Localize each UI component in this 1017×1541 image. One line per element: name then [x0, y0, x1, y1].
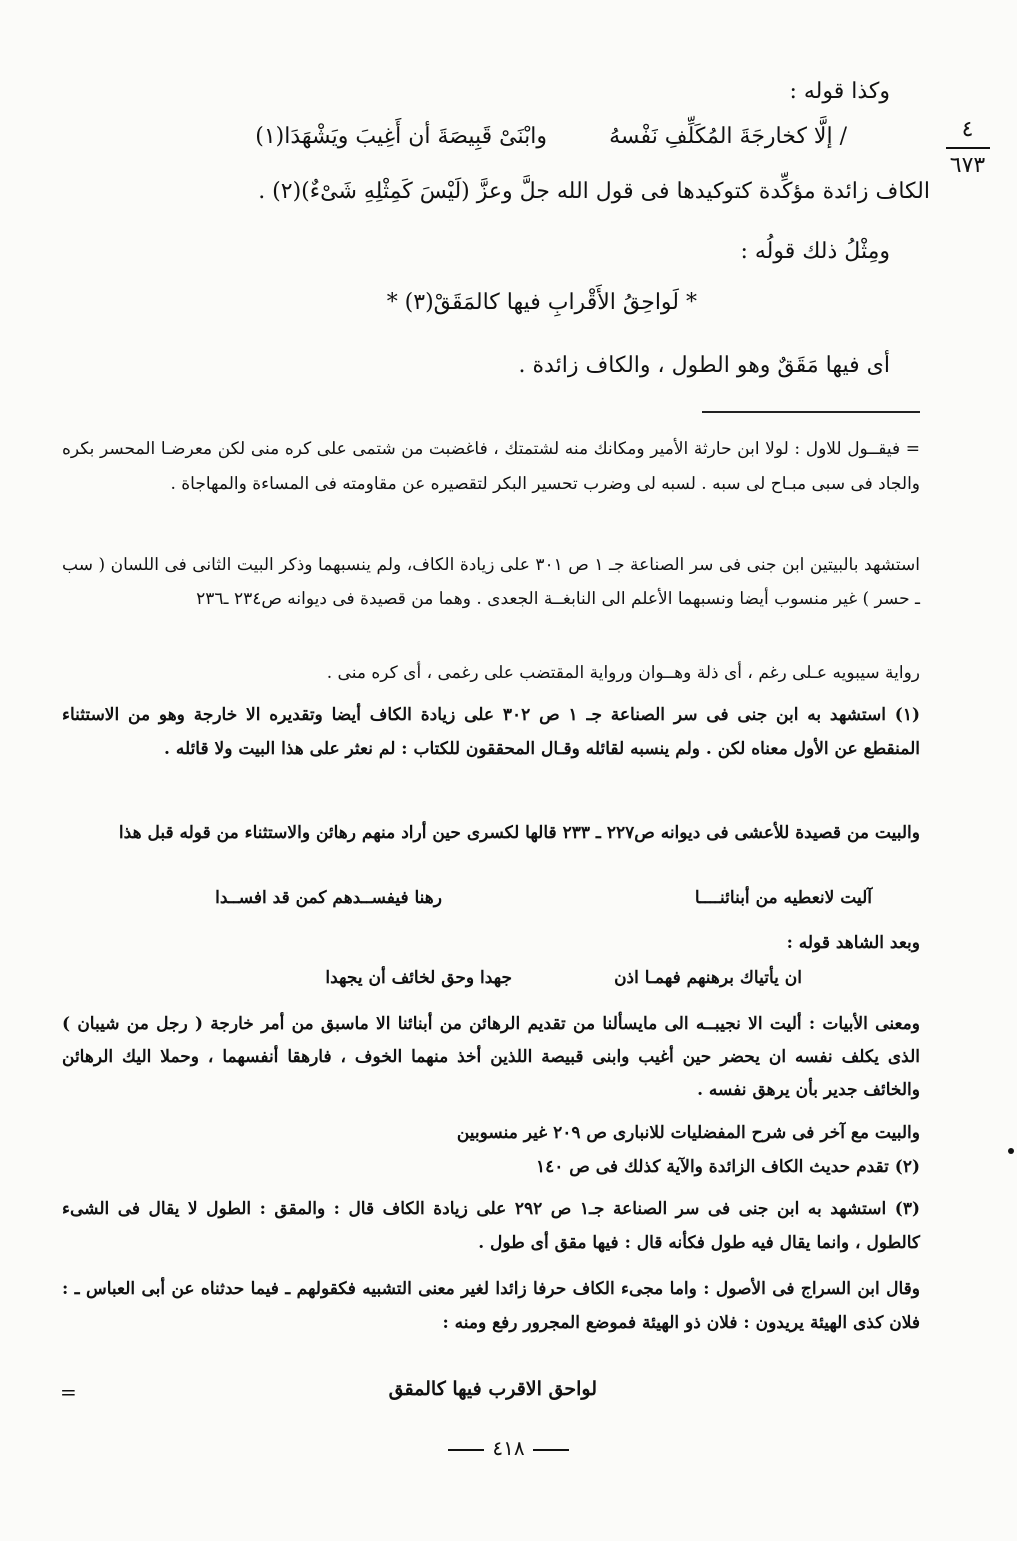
footnote-text: رواية سيبويه عـلى رغم ، أى ذلة وهــوان ورواية المقتضب على رغمى ، أى كره منى .	[326, 663, 920, 683]
intro-line-2: ومِثْلُ ذلك قولُه :	[740, 239, 890, 264]
page-number-value: ٤١٨	[492, 1436, 525, 1460]
footnote-text: وبعد الشاهد قوله :	[786, 933, 920, 953]
footnote-3	[62, 1192, 920, 1260]
page-number-dash-right	[533, 1449, 569, 1451]
footnote-text: = فيقــول للاول : لولا ابن حارثة الأمير ومكانك منه لشتمتك ، فاغضبت من شتمى على كره منى لكن معرضـا المحسر بكره والجاد فى سبى مبـاح لى سبه . لسبه لى وضرب تحسير البكر لتقصيره عن مقاومته فى المساءة والمهاجاة .	[62, 439, 920, 494]
footnote-ibn-sarraj	[62, 1272, 920, 1340]
footnote-variant	[62, 656, 920, 690]
kaf-explanation: الكاف زائدة مؤكِّدة كتوكيدها فى قول الله جلَّ وعزَّ (لَيْسَ كَمِثْلِهِ شَىْءٌ)(٢) .	[258, 179, 930, 204]
footnote-text: (٣) استشهد به ابن جنى فى سر الصناعة جـ١ ص ٢٩٢ على زيادة الكاف قال : والمقق : الطول لا يقال فى الشىء كالطول ، وانما يقال فيه طول فكأنه قال : فيها مقق أى طول .	[62, 1199, 920, 1253]
footnote-mufaddaliyat	[62, 1118, 920, 1148]
page-number-dash-left	[448, 1449, 484, 1451]
footnote-text: (٢) تقدم حديث الكاف الزائدة والآية كذلك فى ص ١٤٠	[535, 1157, 920, 1177]
poem-1-hemistich-b: رهنا فيفســدهم كمن قد افســدا	[215, 888, 442, 908]
continuation-mark: =	[60, 1380, 77, 1404]
footnote-verses-meaning	[62, 1008, 920, 1107]
footnote-separator	[702, 411, 920, 413]
page-number	[0, 1436, 1017, 1460]
poem-1-hemistich-a: آليت لانعطيه من أبنائنــــا	[694, 888, 872, 908]
footnote-text: استشهد بالبيتين ابن جنى فى سر الصناعة جـ ١ ص ٣٠١ على زيادة الكاف، ولم ينسبهما وذكر البيت الثانى فى اللسان ( سب ـ حسر ) غير منسوب أيضا ونسبهما الأعلم الى النابغــة الجعدى . وهما من قصيدة فى ديوانه ص٢٣٤ ـ٢٣٦	[62, 555, 920, 609]
footnote-after-witness	[62, 928, 920, 958]
footnote-2	[62, 1152, 920, 1182]
poem-2-hemistich-a: ان يأتياك برهنهم فهمـا اذن	[614, 968, 802, 988]
poem-3: لواحق الاقرب فيها كالمقق	[388, 1378, 597, 1400]
footnote-1-source	[62, 818, 920, 848]
footnote-text: وقال ابن السراج فى الأصول : واما مجىء الكاف حرفا زائدا لغير معنى التشبيه فكقولهم ـ فيما حدثناه عن أبى العباس ـ : فلان كذى الهيئة يريدون : فلان ذو الهيئة فموضع المجرور رفع ومنه :	[62, 1279, 920, 1333]
poem-2-hemistich-b: جهدا وحق لخائف أن يجهدا	[325, 968, 512, 988]
footnote-1	[62, 698, 920, 766]
footnote-continuation	[62, 432, 920, 502]
margin-part-number: ٤	[961, 117, 974, 142]
verse-1-hemistich-a: / إلَّا كخارجَةَ المُكَلِّفِ نَفْسهُ	[609, 124, 847, 149]
margin-rule	[946, 147, 990, 149]
verse-2: * لَواحِقُ الأَقْرابِ فيها كالمَقَقْ(٣) *	[386, 290, 697, 315]
intro-line-1: وكذا قوله :	[789, 79, 890, 104]
footnote-text: (١) استشهد به ابن جنى فى سر الصناعة جـ ١ ص ٣٠٢ على زيادة الكاف أيضا وتقديره الا خارجة وهو من الاستثناء المنقطع عن الأول معناه لكن . ولم ينسبه لقائله وقـال المحققون للكتاب : لم نعثر على هذا البيت ولا قائله .	[62, 705, 920, 759]
footnote-text: والبيت مع آخر فى شرح المفضليات للانبارى ص ٢٠٩ غير منسوبين	[456, 1123, 920, 1143]
verse-1-hemistich-b: وابْنَىْ قَبِيصَةَ أن أَغِيبَ ويَشْهَدَا(١)	[255, 124, 547, 149]
margin-page-number: ٦٧٣	[949, 153, 986, 178]
margin-reference	[940, 115, 995, 181]
footnote-text: ومعنى الأبيات : أليت الا نجيبــه الى مايسألنا من تقديم الرهائن من أبنائنا الا ماسبق من أمر خارجة ( رجل من شيبان ) الذى يكلف نفسه ان يحضر حين أغيب وابنى قبيصة اللذين أخذ منهما الخوف ، فارهقا أنفسهما ، وحملا اليك الرهائن والخائف جدير بأن يرهق نفسه .	[62, 1014, 920, 1100]
scan-dot	[1008, 1148, 1014, 1154]
footnote-text: والبيت من قصيدة للأعشى فى ديوانه ص٢٢٧ ـ ٢٣٣ قالها لكسرى حين أراد منهم رهائن والاستثناء من قوله قبل هذا	[118, 823, 920, 843]
meaning-line: أى فيها مَقَقٌ وهو الطول ، والكاف زائدة .	[518, 353, 890, 378]
footnote-attribution	[62, 548, 920, 616]
